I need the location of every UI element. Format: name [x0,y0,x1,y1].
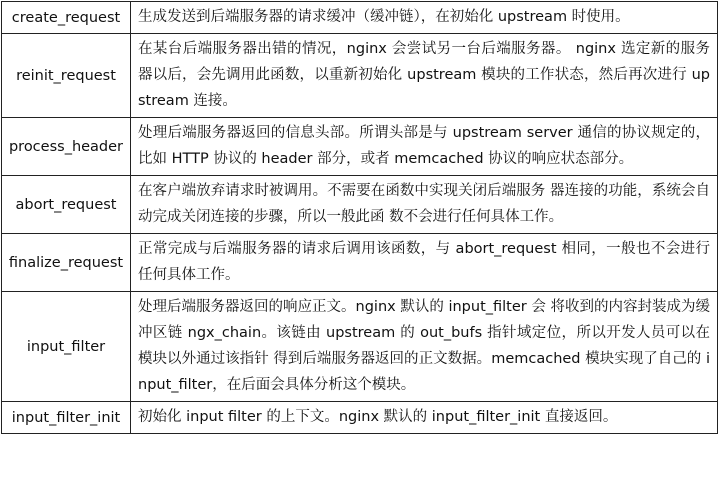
callback-name: process_header [2,118,131,176]
callback-description: 初始化 input filter 的上下文。nginx 默认的 input_filter_init 直接返回。 [131,402,718,434]
callback-description: 生成发送到后端服务器的请求缓冲（缓冲链），在初始化 upstream 时使用。 [131,2,718,34]
table-row [2,234,718,292]
table-row [2,176,718,234]
table-row [2,2,718,34]
callback-description: 处理后端服务器返回的信息头部。所谓头部是与 upstream server 通信的协议规定的，比如 HTTP 协议的 header 部分，或者 memcached 协议的响应状态部分。 [131,118,718,176]
callback-name: input_filter [2,292,131,402]
callback-description: 在某台后端服务器出错的情况，nginx 会尝试另一台后端服务器。 nginx 选定新的服务器以后，会先调用此函数，以重新初始化 upstream 模块的工作状态，然后再次进行 upstream 连接。 [131,34,718,118]
callback-table [1,1,718,434]
callback-name: input_filter_init [2,402,131,434]
callback-name: finalize_request [2,234,131,292]
callback-name: create_request [2,2,131,34]
callback-description: 正常完成与后端服务器的请求后调用该函数，与 abort_request 相同，一般也不会进行任何具体工作。 [131,234,718,292]
table-row [2,118,718,176]
table-row [2,292,718,402]
table-row [2,34,718,118]
callback-description: 在客户端放弃请求时被调用。不需要在函数中实现关闭后端服务 器连接的功能，系统会自动完成关闭连接的步骤，所以一般此函 数不会进行任何具体工作。 [131,176,718,234]
callback-name: abort_request [2,176,131,234]
callback-name: reinit_request [2,34,131,118]
table-row [2,402,718,434]
callback-description: 处理后端服务器返回的响应正文。nginx 默认的 input_filter 会 将收到的内容封装成为缓冲区链 ngx_chain。该链由 upstream 的 out_bufs 指针域定位，所以开发人员可以在模块以外通过该指针 得到后端服务器返回的正文数据。memcached 模块实现了自己的 input_filter，在后面会具体分析这个模块。 [131,292,718,402]
